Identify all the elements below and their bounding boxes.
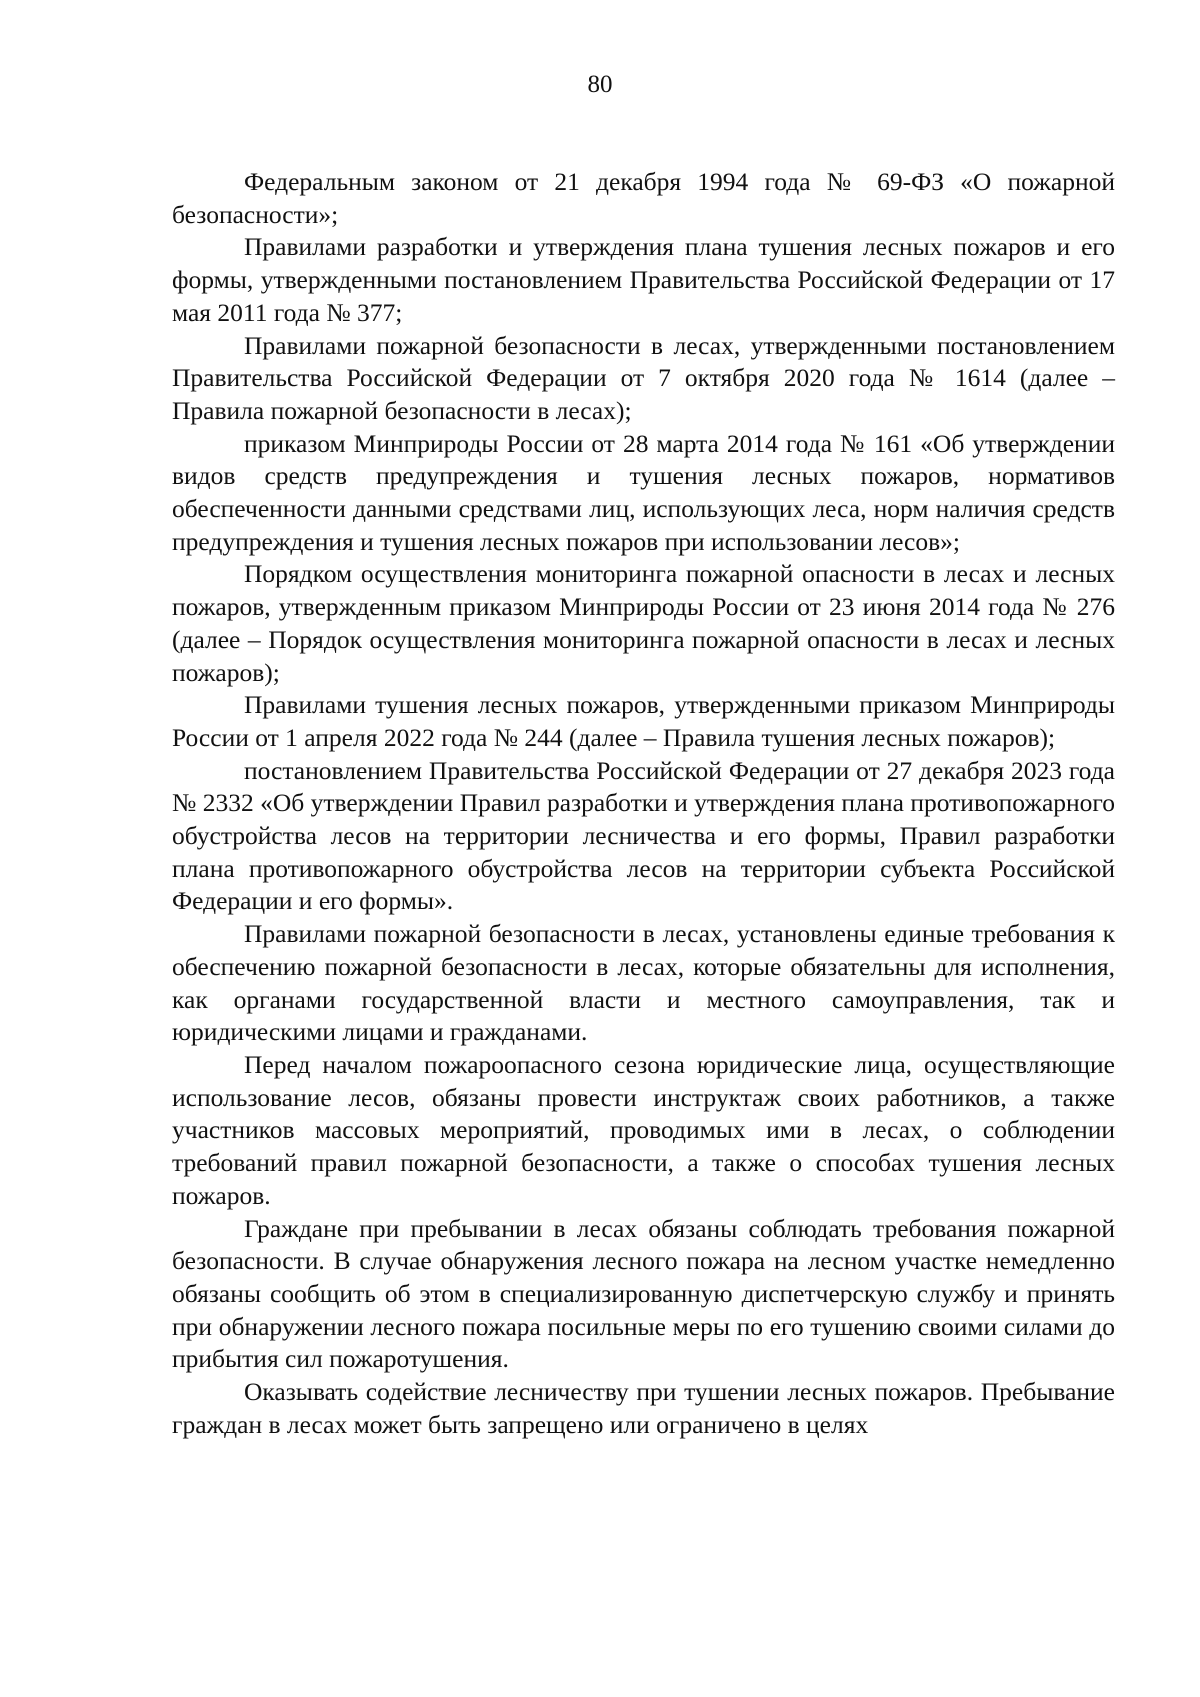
page-number: 80 [587, 71, 613, 98]
paragraph: Правилами тушения лесных пожаров, утвержденными приказом Минприроды России от 1 апреля 2022 года № 244 (далее – Правила тушения лесных пожаров); [172, 690, 1115, 752]
paragraph: постановлением Правительства Российской Федерации от 27 декабря 2023 года № 2332 «Об утверждении Правил разработки и утверждения плана противопожарного обустройства лесов на территории лесничества и его формы, Правил разработки плана противопожарного обустройства лесов на территории субъекта Российской Федерации и его формы». [172, 755, 1115, 916]
paragraph: Правилами пожарной безопасности в лесах, утвержденными постановлением Правительства Российской Федерации от 7 октября 2020 года № 1614 (далее – Правила пожарной безопасности в лесах); [172, 330, 1115, 425]
paragraph: Правилами пожарной безопасности в лесах, установлены единые требования к обеспечению пожарной безопасности в лесах, которые обязательны для исполнения, как органами государственной власти и местного самоуправления, так и юридическими лицами и гражданами. [172, 919, 1115, 1047]
paragraph: Оказывать содействие лесничеству при тушении лесных пожаров. Пребывание граждан в лесах может быть запрещено или ограничено в целях [172, 1377, 1115, 1439]
paragraph: Правилами разработки и утверждения плана тушения лесных пожаров и его формы, утвержденными постановлением Правительства Российской Федерации от 17 мая 2011 года № 377; [172, 232, 1115, 327]
paragraph: Федеральным законом от 21 декабря 1994 года № 69-ФЗ «О пожарной безопасности»; [172, 167, 1115, 229]
paragraph: приказом Минприроды России от 28 марта 2014 года № 161 «Об утверждении видов средств предупреждения и тушения лесных пожаров, нормативов обеспеченности данными средствами лиц, использующих леса, норм наличия средств предупреждения и тушения лесных пожаров при использовании лесов»; [172, 428, 1115, 556]
paragraph: Перед началом пожароопасного сезона юридические лица, осуществляющие использование лесов, обязаны провести инструктаж своих работников, а также участников массовых мероприятий, проводимых ими в лесах, о соблюдении требований правил пожарной безопасности, а также о способах тушения лесных пожаров. [172, 1049, 1115, 1210]
paragraph: Граждане при пребывании в лесах обязаны соблюдать требования пожарной безопасности. В случае обнаружения лесного пожара на лесном участке немедленно обязаны сообщить об этом в специализированную диспетчерскую службу и принять при обнаружении лесного пожара посильные меры по его тушению своими силами до прибытия сил пожаротушения. [172, 1213, 1115, 1374]
paragraph: Порядком осуществления мониторинга пожарной опасности в лесах и лесных пожаров, утвержденным приказом Минприроды России от 23 июня 2014 года № 276 (далее – Порядок осуществления мониторинга пожарной опасности в лесах и лесных пожаров); [172, 559, 1115, 687]
document-body [172, 166, 1115, 1441]
